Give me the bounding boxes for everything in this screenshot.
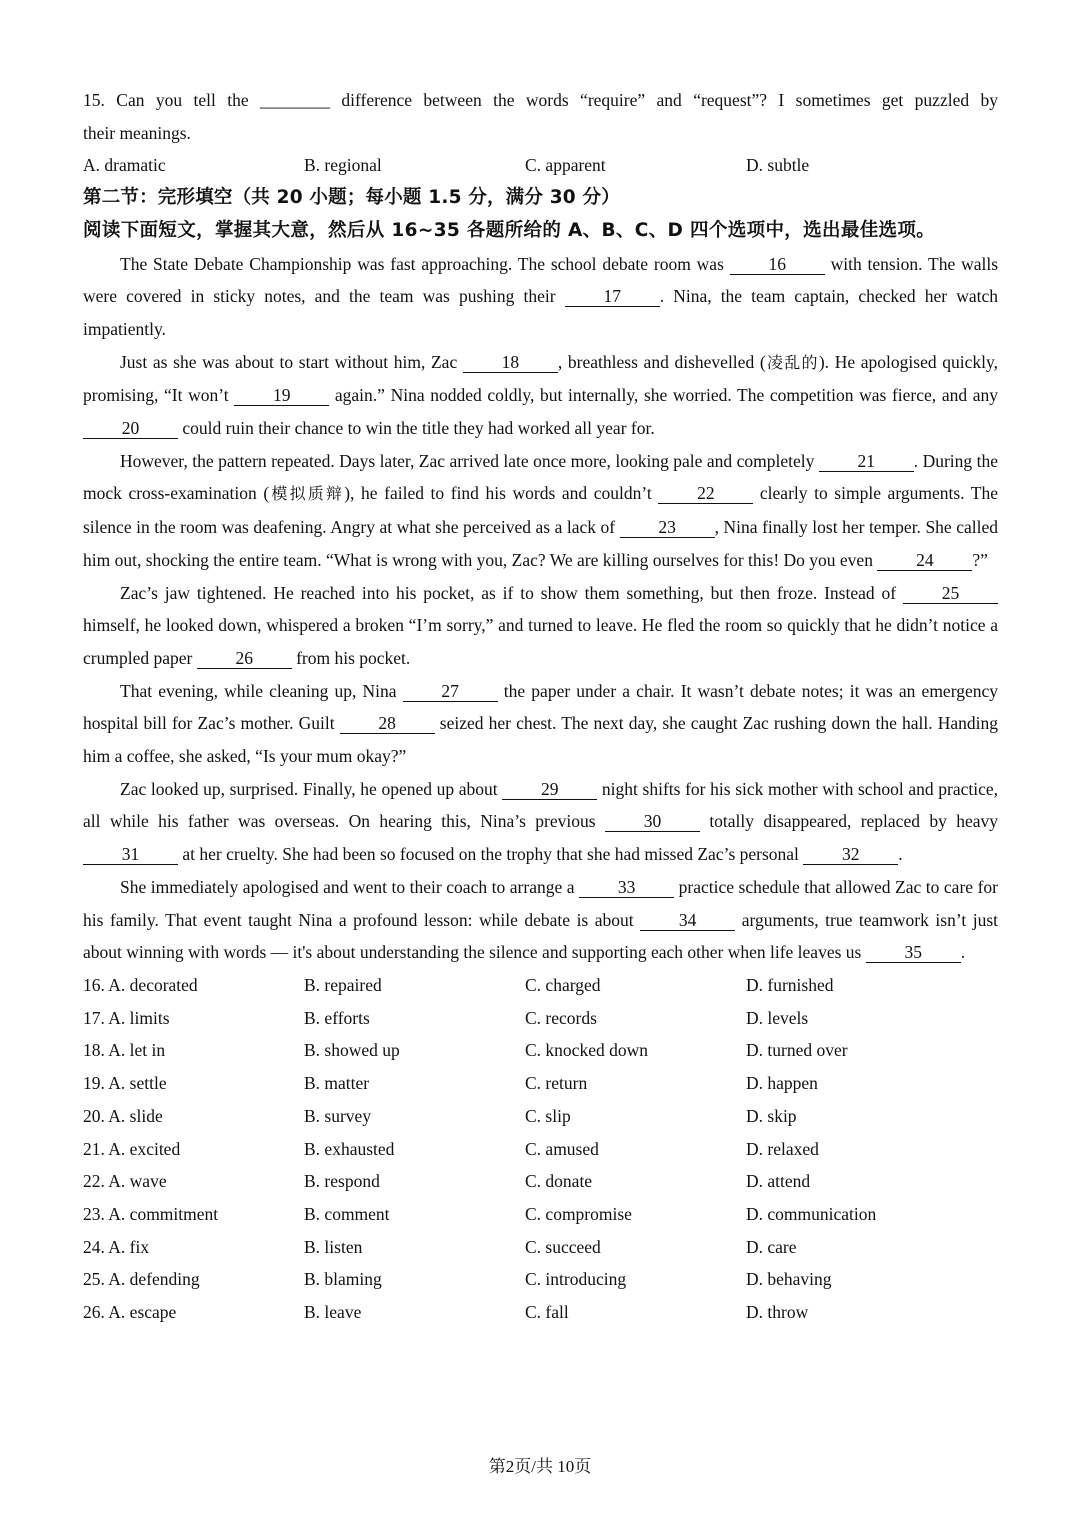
option-d: D. furnished (746, 974, 834, 995)
q15-option-d: D. subtle (746, 155, 810, 176)
option-b: B. repaired (304, 974, 382, 995)
option-b: B. blaming (304, 1269, 382, 1290)
q15-option-a: A. dramatic (83, 155, 166, 176)
options-row-20 (83, 1100, 998, 1133)
option-a: 17. A. limits (83, 1007, 170, 1028)
passage-paragraph-3: However, the pattern repeated. Days later, Zac arrived late once more, looking pale and completely 21 . During the mock cross-examination (模拟质辩), he failed to find his words and couldn’t 22 clearly to simple arguments. The silence in the room was deafening. Angry at what she perceived as a lack of 23 , Nina finally lost her temper. She called him out, shocking the entire team. “What is wrong with you, Zac? We are killing ourselves for this! Do you even 24 ?” (83, 450, 998, 570)
blank-32: 32 (803, 844, 898, 865)
options-row-16 (83, 969, 998, 1002)
option-b: B. survey (304, 1105, 372, 1126)
option-d: D. skip (746, 1105, 797, 1126)
options-row-26 (83, 1296, 998, 1329)
section-title: 第二节：完形填空（共 20 小题；每小题 1.5 分，满分 30 分） (83, 187, 620, 209)
blank-23: 23 (620, 517, 715, 538)
blank-17: 17 (565, 286, 660, 307)
option-b: B. leave (304, 1302, 362, 1323)
option-d: D. behaving (746, 1269, 832, 1290)
option-b: B. efforts (304, 1007, 370, 1028)
option-c: C. introducing (525, 1269, 627, 1290)
passage-paragraph-4: Zac’s jaw tightened. He reached into his pocket, as if to show them something, but then froze. Instead of 25 himself, he looked down, whispered a broken “I’m sorry,” and turned to leave. He fled the room so quickly that he didn’t notice a crumpled paper 26 from his pocket. (83, 582, 998, 668)
q15-option-c: C. apparent (525, 155, 606, 176)
option-c: C. fall (525, 1302, 569, 1323)
blank-28: 28 (340, 713, 435, 734)
options-list (83, 969, 998, 1329)
exam-page (83, 84, 998, 1329)
option-d: D. turned over (746, 1040, 848, 1061)
passage-paragraph-7: She immediately apologised and went to their coach to arrange a 33 practice schedule that allowed Zac to care for his family. That event taught Nina a profound lesson: while debate is about 34 arguments, true teamwork isn’t just about winning with words — it's about understanding the silence and supporting each other when life leaves us 35 . (83, 876, 998, 963)
option-a: 24. A. fix (83, 1236, 150, 1257)
option-b: B. showed up (304, 1040, 400, 1061)
option-a: 16. A. decorated (83, 974, 198, 995)
option-c: C. records (525, 1007, 597, 1028)
option-d: D. happen (746, 1073, 818, 1094)
blank-18: 18 (463, 352, 558, 373)
options-row-24 (83, 1231, 998, 1264)
blank-19: 19 (234, 385, 329, 406)
blank-30: 30 (605, 811, 700, 832)
blank-16: 16 (730, 254, 825, 275)
options-row-19 (83, 1067, 998, 1100)
option-c: C. compromise (525, 1203, 632, 1224)
option-a: 25. A. defending (83, 1269, 200, 1290)
option-a: 23. A. commitment (83, 1203, 219, 1224)
passage-paragraph-2: Just as she was about to start without him, Zac 18 , breathless and dishevelled (凌乱的). He apologised quickly, promising, “It won’t 19 again.” Nina nodded coldly, but internally, she worried. The competition was fierce, and any 20 could ruin their chance to win the title they had worked all year for. (83, 351, 998, 439)
option-c: C. amused (525, 1138, 599, 1159)
blank-35: 35 (866, 942, 961, 963)
option-d: D. care (746, 1236, 797, 1257)
blank-29: 29 (502, 779, 597, 800)
blank-27: 27 (403, 681, 498, 702)
option-c: C. succeed (525, 1236, 601, 1257)
blank-25: 25 (903, 583, 998, 604)
q15-stem-line1: 15. Can you tell the ________ difference between the words “require” and “request”? I sometimes get puzzled by (83, 90, 998, 110)
option-b: B. respond (304, 1171, 380, 1192)
option-c: C. charged (525, 974, 601, 995)
section-instruction: 阅读下面短文，掌握其大意，然后从 16~35 各题所给的 A、B、C、D 四个选项中，选出最佳选项。 (83, 219, 936, 241)
q15-stem-line2: their meanings. (83, 122, 191, 143)
q15-options (83, 149, 998, 182)
option-d: D. communication (746, 1203, 877, 1224)
blank-20: 20 (83, 418, 178, 439)
option-d: D. throw (746, 1302, 809, 1323)
options-row-17 (83, 1002, 998, 1035)
option-b: B. matter (304, 1073, 370, 1094)
blank-21: 21 (819, 451, 914, 472)
passage-paragraph-1: The State Debate Championship was fast approaching. The school debate room was 16 with tension. The walls were covered in sticky notes, and the team was pushing their 17 . Nina, the team captain, checked her watch impatiently. (83, 253, 999, 339)
option-a: 26. A. escape (83, 1302, 177, 1323)
options-row-21 (83, 1133, 998, 1166)
options-row-22 (83, 1165, 998, 1198)
option-b: B. comment (304, 1203, 390, 1224)
blank-31: 31 (83, 844, 178, 865)
option-d: D. levels (746, 1007, 809, 1028)
options-row-18 (83, 1034, 998, 1067)
options-row-23 (83, 1198, 998, 1231)
option-a: 21. A. excited (83, 1138, 181, 1159)
option-a: 18. A. let in (83, 1040, 166, 1061)
option-c: C. donate (525, 1171, 593, 1192)
option-c: C. return (525, 1073, 588, 1094)
blank-34: 34 (640, 910, 735, 931)
option-c: C. slip (525, 1105, 571, 1126)
options-row-25 (83, 1263, 998, 1296)
option-a: 20. A. slide (83, 1105, 163, 1126)
passage-paragraph-6: Zac looked up, surprised. Finally, he opened up about 29 night shifts for his sick mother with school and practice, all while his father was overseas. On hearing this, Nina’s previous 30 totally disappeared, replaced by heavy 31 at her cruelty. She had been so focused on the trophy that she had missed Zac’s personal 32 . (83, 778, 998, 865)
page-footer: 第2页/共 10页 (488, 1457, 592, 1476)
passage-paragraph-5: That evening, while cleaning up, Nina 27 the paper under a chair. It wasn’t debate notes; it was an emergency hospital bill for Zac’s mother. Guilt 28 seized her chest. The next day, she caught Zac rushing down the hall. Handing him a coffee, she asked, “Is your mum okay?” (83, 680, 998, 767)
option-c: C. knocked down (525, 1040, 648, 1061)
option-b: B. exhausted (304, 1138, 395, 1159)
blank-22: 22 (658, 483, 753, 504)
blank-26: 26 (197, 648, 292, 669)
option-b: B. listen (304, 1236, 363, 1257)
option-a: 22. A. wave (83, 1171, 167, 1192)
blank-33: 33 (579, 877, 674, 898)
option-a: 19. A. settle (83, 1073, 167, 1094)
option-d: D. relaxed (746, 1138, 819, 1159)
q15-option-b: B. regional (304, 155, 382, 176)
blank-24: 24 (877, 550, 972, 571)
option-d: D. attend (746, 1171, 811, 1192)
